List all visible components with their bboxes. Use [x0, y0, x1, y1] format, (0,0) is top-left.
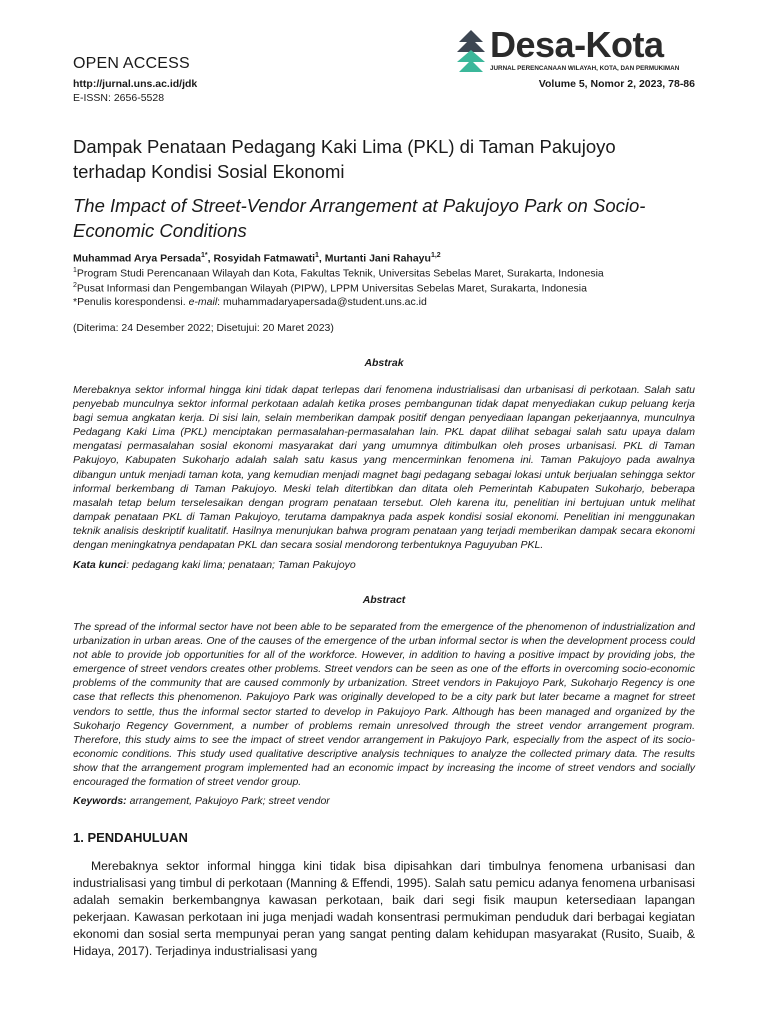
volume-info: Volume 5, Nomor 2, 2023, 78-86 [538, 78, 695, 90]
open-access-label: OPEN ACCESS [73, 55, 190, 72]
abstrak-text: Merebaknya sektor informal hingga kini tidak dapat terlepas dari fenomena industrialisasi dan urbanisasi di perkotaan. Salah satu penyebab munculnya sektor informal perkotaan adalah ketika proses pembangunan tidak dapat menyediakan cukup peluang kerja bagi semua angkatan kerja. Di sisi lain, selain memberikan dampak positif dengan penyediaan lapangan pekerjaannya, munculnya Pedagang Kaki Lima (PKL) menciptakan permasalahan-permasalahan lain. PKL dapat dilihat sebagai salah satu upaya dalam mengatasi permasalahan sosial ekonomi masyarakat dari yang umumnya ditimbulkan oleh proses urbanisasi. PKL di Taman Pakujoyo, Kabupaten Sukoharjo adalah salah satu kasus yang mencerminkan fenomena ini. Taman Pakujoyo pada awalnya dibangun untuk menjadi taman kota, yang kemudian menjadi magnet bagi pedagang sebagai lokasi untuk berjualan sehingga sektor informal berkembang di Taman Pakujoyo. Meski telah ditertibkan dan ditata oleh Pemerintah Kabupaten Sukoharjo, beberapa masalah tetap belum terselesaikan dengan program penataan tersebut. Oleh karena itu, penelitian ini bertujuan untuk melihat dampak penataan PKL di Taman Pakujoyo, terutama dampaknya pada aspek kondisi sosial ekonomi. Penelitian ini menggunakan teknik analisis deskriptif kualitatif. Hasilnya menunjukan bahwa program penataan yang terjadi memberikan dampak secara ekonomi dengan meningkatnya pendapatan PKL dan secara sosial mendorong terbentuknya Paguyuban PKL. [73, 384, 695, 552]
email-label: e-mail [188, 296, 218, 308]
section-heading: 1. PENDAHULUAN [73, 830, 188, 845]
abstract-heading: Abstract [362, 594, 406, 606]
logo-mark-icon [457, 30, 485, 74]
received-dates: (Diterima: 24 Desember 2022; Disetujui: 20 Maret 2023) [73, 322, 334, 334]
keywords-text: arrangement, Pakujoyo Park; street vendor [126, 795, 330, 807]
affiliation-mark: 2 [73, 282, 77, 289]
keywords-label: Keywords: [73, 795, 127, 807]
paper-title-indonesian: Dampak Penataan Pedagang Kaki Lima (PKL) di Taman Pakujoyo terhadap Kondisi Sosial Ekonomi [73, 136, 616, 182]
affiliation-mark: 1 [73, 267, 77, 274]
author-name: Murtanti Jani Rahayu [324, 252, 431, 265]
kata-kunci [73, 559, 356, 571]
author-separator: , [318, 252, 325, 265]
corresponding-prefix: *Penulis korespondensi. [73, 296, 189, 308]
kata-kunci-text: : pedagang kaki lima; penataan; Taman Pakujoyo [126, 559, 356, 571]
journal-logo [457, 24, 697, 78]
logo-title: Desa-Kota [490, 24, 664, 65]
author-affil-mark: 1,2 [430, 252, 441, 259]
keywords [73, 795, 330, 807]
affiliation-text: Pusat Informasi dan Pengembangan Wilayah (PIPW), LPPM Universitas Sebelas Maret, Surakarta, Indonesia [76, 282, 587, 295]
journal-url-link[interactable]: http://jurnal.uns.ac.id/jdk [73, 78, 198, 90]
author-separator: , [207, 252, 214, 265]
author-affil-mark: 1 [315, 252, 319, 259]
author-name: Rosyidah Fatmawati [213, 252, 315, 265]
author-name: Muhammad Arya Persada [73, 252, 201, 265]
kata-kunci-label: Kata kunci [73, 559, 127, 571]
body-paragraph: Merebaknya sektor informal hingga kini tidak bisa dipisahkan dari timbulnya fenomena urbanisasi dan industrialisasi yang timbul di perkotaan (Manning & Effendi, 1995). Salah satu pemicu adanya fenomena urbanisasi adalah semakin berkembangnya kawasan perkotaan, baik dari segi fisik maupun ketersediaan lapangan pekerjaan. Kawasan perkotaan ini juga menjadi wadah konsentrasi permukiman penduduk dari berbagai kegiatan ekonomi dan sosial serta mempunyai peran yang sangat penting dalam kehidupan masyarakat (Rusito, Suaib, & Hidaya, 2017). Terjadinya industrialisasi yang [73, 859, 695, 958]
affiliation-1 [73, 267, 604, 280]
abstrak-heading: Abstrak [364, 357, 404, 369]
logo-subtitle: JURNAL PERENCANAAN WILAYAH, KOTA, DAN PERMUKIMAN [490, 65, 680, 72]
author-affil-mark: 1* [201, 252, 208, 259]
corresponding-email[interactable]: : muhammadaryapersada@student.uns.ac.id [217, 296, 427, 308]
paper-title-english: The Impact of Street-Vendor Arrangement at Pakujoyo Park on Socio-Economic Conditions [73, 195, 646, 241]
corresponding-author [73, 296, 427, 308]
eissn-text: E-ISSN: 2656-5528 [73, 92, 165, 104]
affiliation-text: Program Studi Perencanaan Wilayah dan Kota, Fakultas Teknik, Universitas Sebelas Maret, Surakarta, Indonesia [76, 267, 604, 280]
author-list [73, 252, 441, 265]
affiliation-2 [73, 282, 587, 295]
abstract-text: The spread of the informal sector have not been able to be separated from the emergence of the phenomenon of industrialization and urbanization in urban areas. One of the causes of the emergence of the urban informal sector is when the development process could not able to provide job opportunities for all of the workforce. However, in addition to having a positive impact by providing jobs, the emergence of street vendors creates other problems. Street vendors can be seen as one of the efforts in overcoming socio-economic problems of the community that are caused commonly by urbanization. Street vendors in Pakujoyo Park, Sukoharjo Regency is one case that reflects this phenomenon. Pakujoyo Park was originally developed to be a city park but later became a magnet for street vendors to settle, thus the informal sector started to develop in Pakujoyo Park. Although has been managed and organized by the Sukoharjo Regency Government, a number of problems remain unresolved through the street vendor arrangement program. Therefore, this study aims to see the impact of street vendor arrangement in Pakujoyo Park, especially from the aspect of its socio-economic conditions. This study used qualitative descriptive analysis techniques to analyze the collected primary data. The results show that the arrangement program implemented had an economic impact by increasing the income of street vendors and socially encouraged the formation of street vendor group. [73, 621, 695, 789]
